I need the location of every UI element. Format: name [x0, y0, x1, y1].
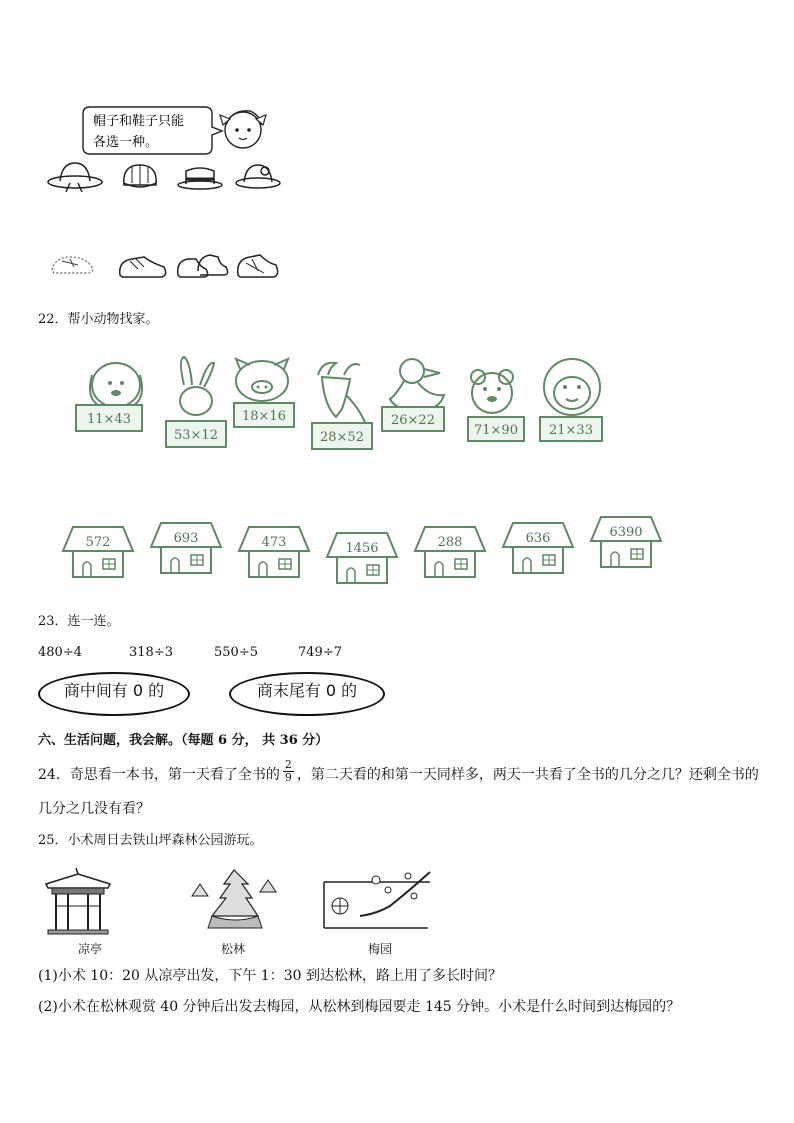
duck-expr: 26×22 [391, 413, 435, 428]
house-5 [415, 527, 485, 577]
oval-end-zero-text: 商末尾有 0 的 [256, 681, 358, 700]
q24-fraction [283, 759, 294, 784]
oval-middle-zero[interactable] [38, 672, 190, 716]
q23-expr-3: 550÷5 [214, 645, 258, 660]
plum-garden-icon [324, 872, 430, 928]
animals-row [60, 355, 620, 455]
sneaker-icon [120, 257, 166, 277]
pig-expr: 18×16 [242, 409, 286, 424]
q25-label: 25．小术周日去铁山坪森林公园游玩。 [38, 833, 263, 848]
q25-sub1: (1)小术 10：20 从凉亭出发，下午 1：30 到达松林，路上用了多长时间？ [38, 968, 502, 984]
q24-part2: ，第二天看的和第一天同样多，两天一共看了全书的几分之几？还剩全书的 [296, 766, 759, 783]
q23-expr-2: 318÷3 [129, 645, 173, 660]
q23-label: 23．连一连。 [38, 614, 120, 629]
q22-label: 22．帮小动物找家。 [38, 312, 159, 327]
q24-frac-den: 9 [284, 771, 292, 784]
dog-icon [90, 363, 142, 407]
q24-line2: 几分之几没有看？ [38, 801, 150, 817]
house-number-1: 572 [85, 535, 111, 550]
house-number-6: 636 [525, 531, 551, 546]
place-plum-label: 梅园 [368, 942, 393, 956]
duck-icon [390, 359, 444, 411]
goat-icon [318, 363, 366, 425]
house-number-3: 473 [261, 535, 287, 550]
oval-middle-zero-text: 商中间有 0 的 [63, 681, 165, 700]
house-number-4: 1456 [345, 541, 379, 556]
house-6 [503, 523, 573, 573]
bubble-line-2: 各选一种。 [93, 135, 159, 150]
q25-sub2: (2)小术在松林观赏 40 分钟后出发去梅园，从松林到梅园要走 145 分钟。小术是什么时间到达梅园的？ [38, 999, 681, 1015]
pig-icon [236, 359, 288, 401]
house-number-7: 6390 [609, 525, 643, 540]
girl-face-icon [220, 111, 266, 148]
house-number-2: 693 [173, 531, 199, 546]
dog-expr: 11×43 [87, 412, 131, 427]
fedora-icon [178, 168, 222, 189]
flower-hat-icon [236, 165, 280, 188]
bubble-line-1: 帽子和鞋子只能 [93, 114, 185, 129]
house-4 [327, 533, 397, 583]
house-7 [591, 517, 661, 567]
sandal-icon [52, 257, 93, 273]
q24-part1: 24．奇思看一本书，第一天看了全书的 [38, 766, 280, 783]
pavilion-icon [46, 868, 110, 934]
pine-forest-icon [192, 870, 276, 928]
house-3 [239, 527, 309, 577]
houses-row [55, 515, 675, 585]
place-pine-label: 松林 [221, 942, 246, 956]
bear-icon [471, 370, 513, 413]
rabbit-expr: 53×12 [174, 428, 218, 443]
goat-expr: 28×52 [320, 430, 364, 445]
q24-line1 [38, 758, 759, 787]
sun-hat-icon [48, 163, 102, 192]
section6-title: 六、生活问题，我会解。（每题 6 分， 共 36 分） [38, 733, 329, 748]
q23-expr-4: 749÷7 [298, 645, 342, 660]
q23-expr-1: 480÷4 [38, 645, 82, 660]
house-2 [151, 523, 221, 573]
hats-shoes-illustration [40, 95, 290, 295]
house-number-5: 288 [437, 535, 463, 550]
q24-frac-num: 2 [284, 758, 292, 771]
monkey-expr: 21×33 [549, 423, 593, 438]
rabbit-icon [180, 357, 214, 415]
monkey-icon [544, 359, 600, 415]
bear-expr: 71×90 [474, 423, 518, 438]
cap-icon [124, 165, 156, 187]
place-pavilion-label: 凉亭 [78, 942, 103, 956]
sports-shoe-icon [238, 255, 278, 277]
oval-end-zero[interactable] [229, 672, 385, 716]
boots-icon [178, 255, 228, 277]
house-1 [63, 527, 133, 577]
